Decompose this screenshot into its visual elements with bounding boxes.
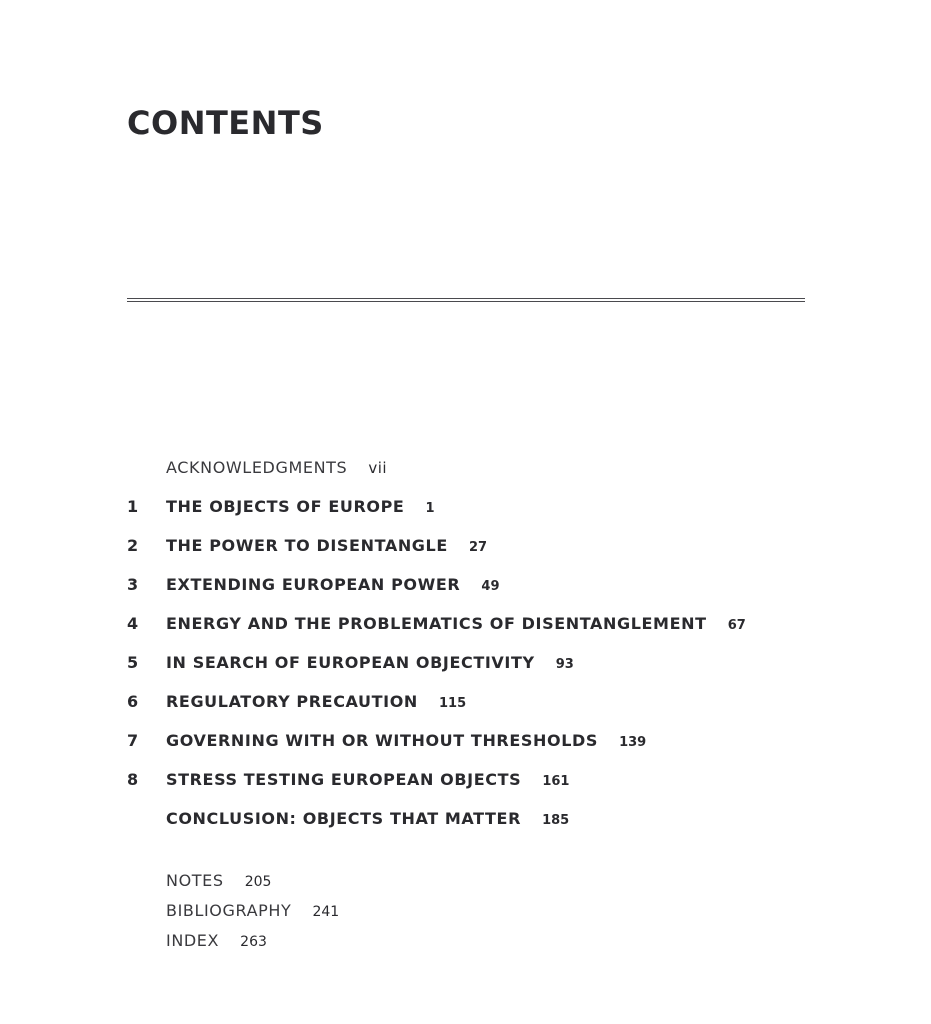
toc-entry-page: 27: [468, 540, 488, 555]
toc-entry-page: 115: [438, 696, 467, 711]
toc-entry-page: vii: [368, 459, 388, 477]
page-title: CONTENTS: [127, 104, 324, 142]
toc-entry-page: 241: [312, 904, 340, 920]
toc-entry-title: IN SEARCH OF EUROPEAN OBJECTIVITY: [166, 653, 535, 672]
toc-entry-page: 185: [542, 813, 570, 828]
toc-entry-title: GOVERNING WITH OR WITHOUT THRESHOLDS: [166, 731, 598, 750]
toc-entry-text: [166, 495, 435, 521]
toc-entry-text: [166, 929, 267, 954]
chapter-number: 1: [127, 497, 139, 516]
toc-entry-text: [166, 690, 466, 716]
toc-entry-title: INDEX: [166, 931, 220, 950]
chapter-number: 3: [127, 575, 139, 594]
toc-entry-title: CONCLUSION: OBJECTS THAT MATTER: [166, 809, 521, 828]
toc-entry-text: [166, 729, 646, 755]
toc-entry-page: 49: [481, 579, 500, 594]
chapter-number: 6: [127, 692, 139, 711]
toc-entry-page: 67: [727, 618, 746, 633]
toc-entry-title: BIBLIOGRAPHY: [166, 901, 292, 920]
toc-entry-text: [166, 612, 746, 638]
toc-entry-title: EXTENDING EUROPEAN POWER: [166, 575, 461, 594]
chapter-number: 8: [127, 770, 139, 789]
toc-entry-title: THE POWER TO DISENTANGLE: [166, 536, 448, 555]
toc-entry-text: [166, 899, 339, 924]
toc-entry-page: 263: [240, 934, 267, 950]
toc-entry-page: 139: [619, 735, 647, 750]
toc-entry-title: REGULATORY PRECAUTION: [166, 692, 418, 711]
toc-entry-text: [166, 456, 387, 480]
chapter-number: 7: [127, 731, 139, 750]
toc-entry-title: STRESS TESTING EUROPEAN OBJECTS: [166, 770, 522, 789]
chapter-number: 4: [127, 614, 139, 633]
toc-entry-text: [166, 651, 574, 677]
toc-entry-page: 161: [542, 774, 570, 789]
chapter-number: 2: [127, 536, 139, 555]
chapter-number: 5: [127, 653, 139, 672]
toc-entry-title: NOTES: [166, 871, 224, 890]
toc-entry-title: ACKNOWLEDGMENTS: [166, 458, 348, 477]
toc-entry-page: 205: [244, 874, 272, 890]
toc-entry-page: 1: [425, 501, 435, 516]
toc-entry-text: [166, 807, 569, 833]
double-rule-divider: [127, 298, 805, 302]
toc-entry-text: [166, 573, 500, 599]
toc-entry-title: THE OBJECTS OF EUROPE: [166, 497, 405, 516]
toc-entry-title: ENERGY AND THE PROBLEMATICS OF DISENTANGLEMENT: [166, 614, 707, 633]
toc-entry-text: [166, 534, 487, 560]
toc-entry-text: [166, 869, 271, 894]
toc-entry-text: [166, 768, 569, 794]
toc-entry-page: 93: [555, 657, 574, 672]
